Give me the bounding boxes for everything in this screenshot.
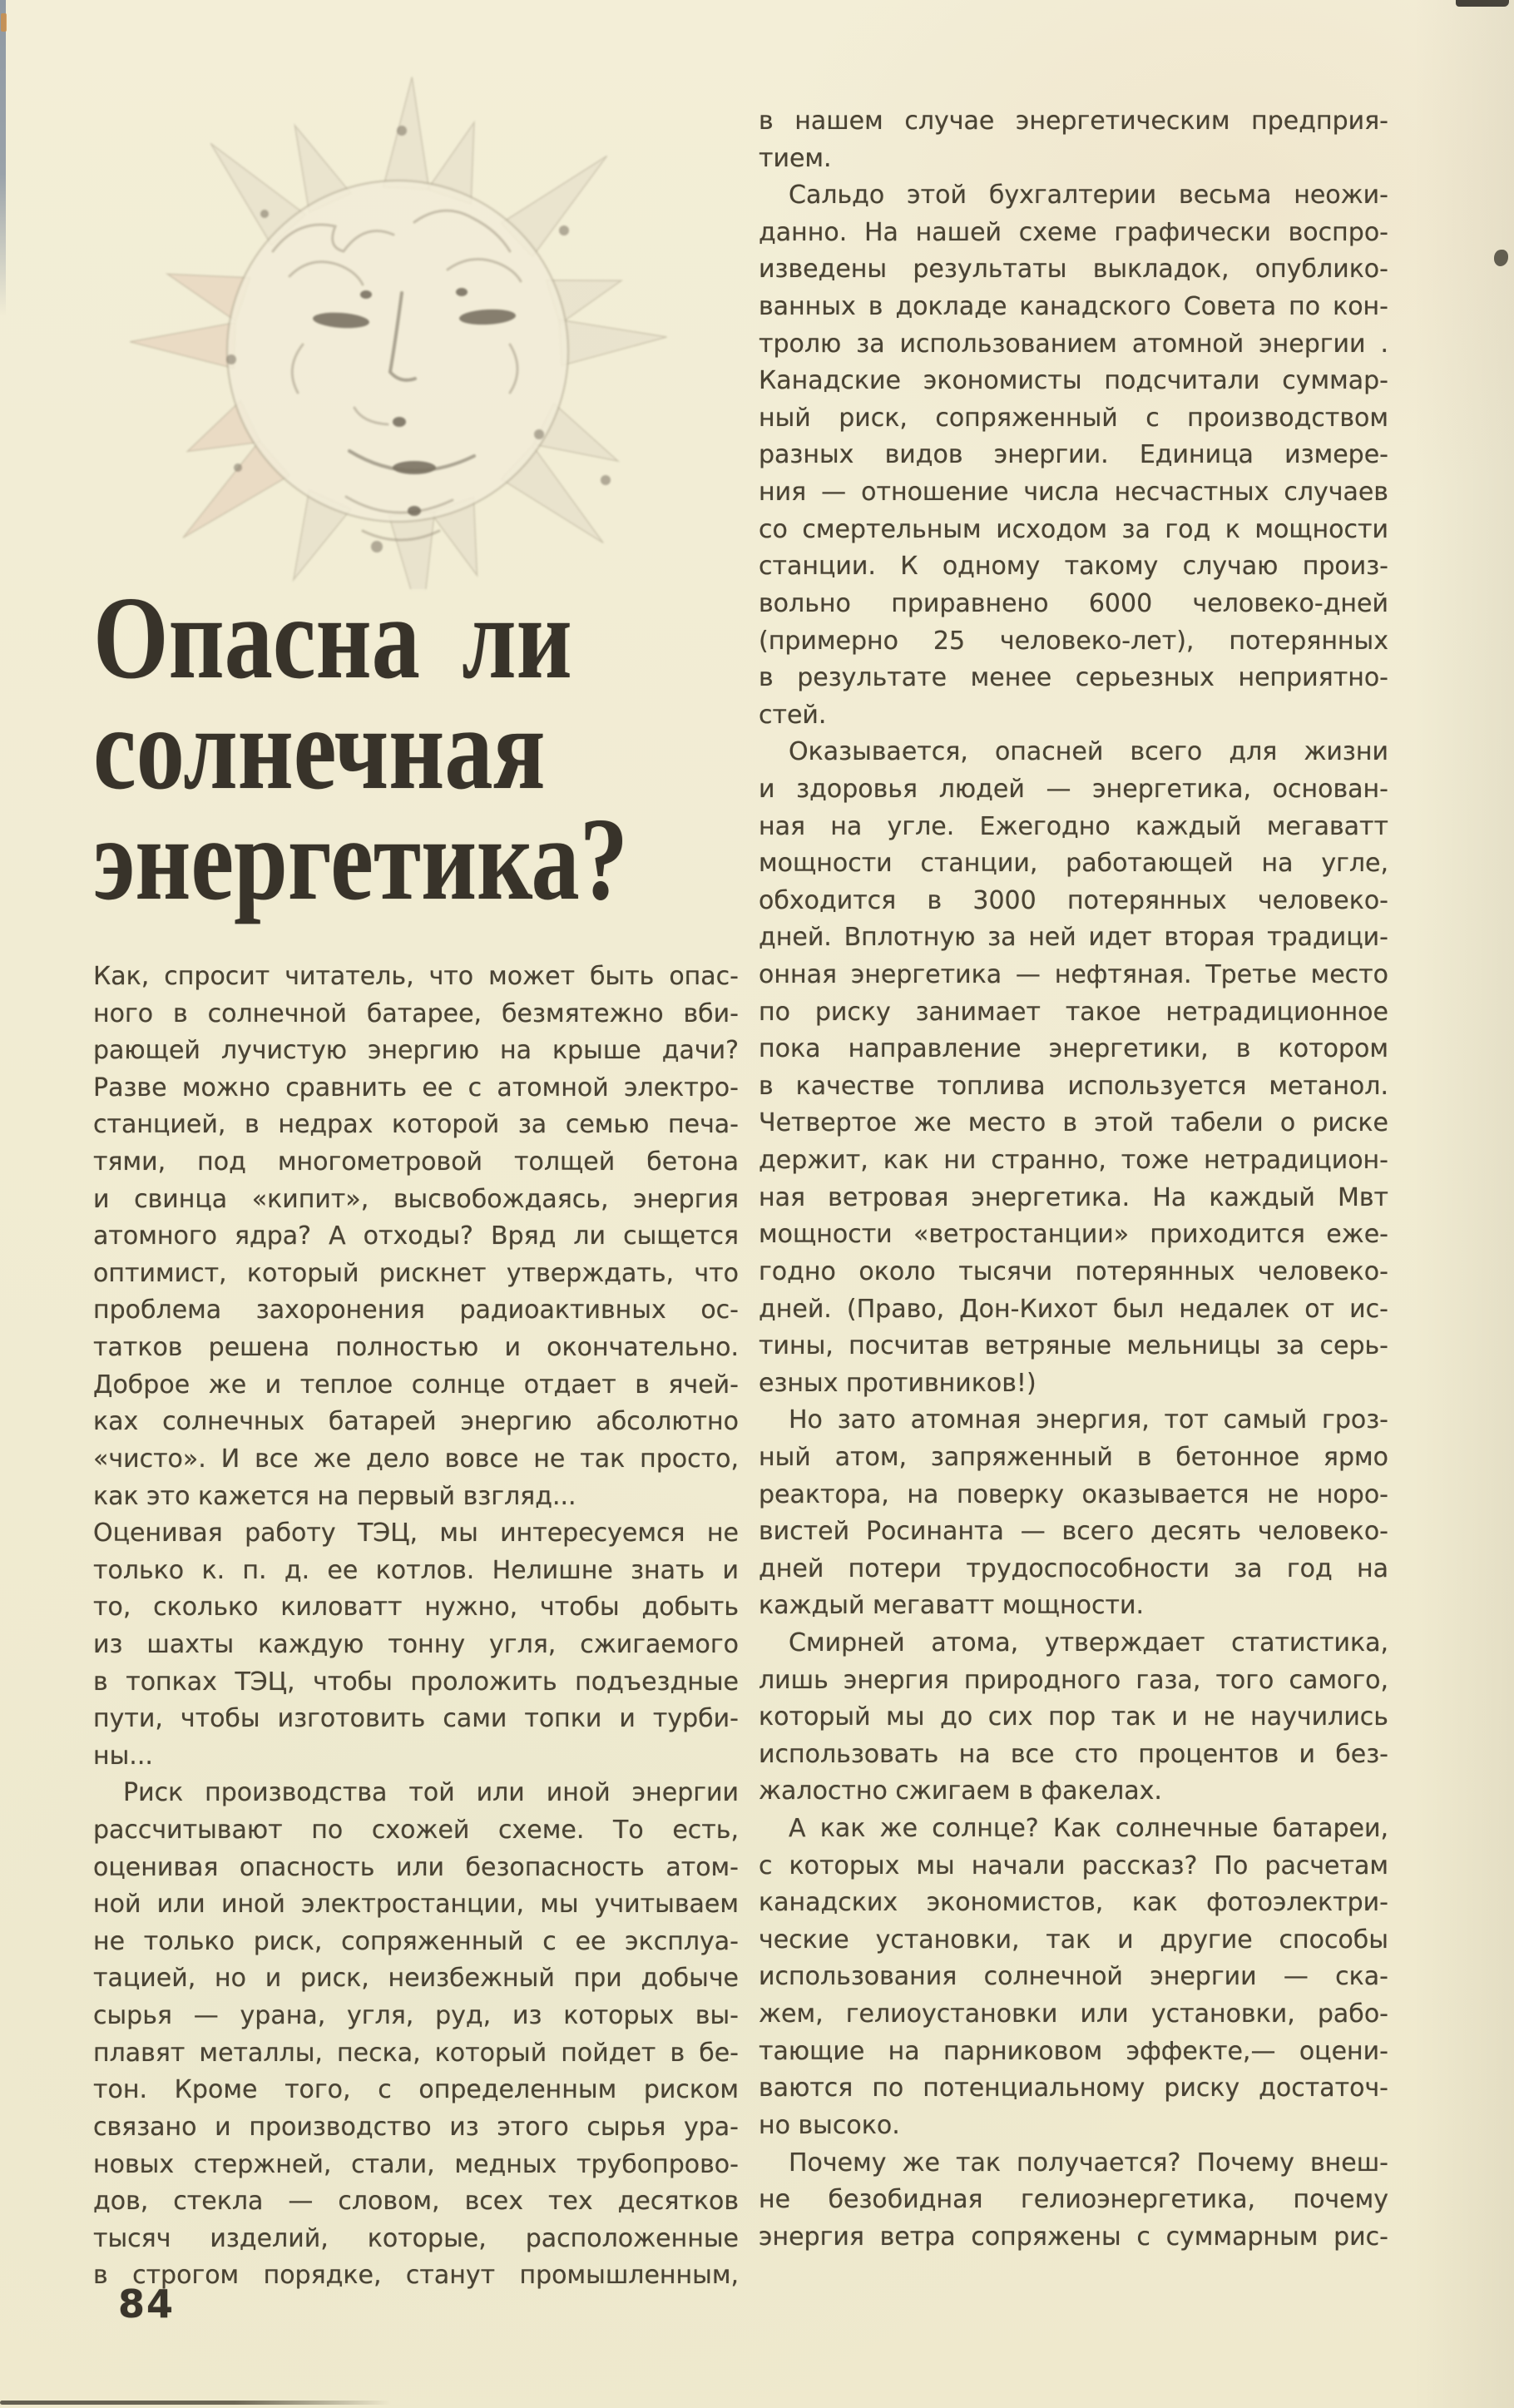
text-line: как это кажется на первый взгляд... bbox=[93, 1481, 576, 1511]
text-column-right bbox=[759, 107, 1388, 2259]
text-line: обходится в 3000 потерянных человеко- bbox=[759, 885, 1388, 915]
text-line: лишь энергия природного газа, того самого, bbox=[759, 1665, 1388, 1695]
sun-ray bbox=[130, 323, 235, 369]
text-line: тролю за использованием атомной энергии . bbox=[759, 329, 1388, 359]
text-line: мощности «ветростанции» приходится еже- bbox=[759, 1220, 1388, 1250]
text-line: пока направление энергетики, в котором bbox=[759, 1034, 1388, 1064]
text-line: онная энергетика — нефтяная. Третье место bbox=[759, 960, 1388, 990]
text-line: только к. п. д. ее котлов. Нелишне знать и bbox=[93, 1555, 739, 1585]
text-line: ного в солнечной батарее, безмятежно вби- bbox=[93, 998, 739, 1028]
text-line: изведены результаты выкладок, опублико- bbox=[759, 255, 1388, 285]
text-line: в нашем случае энергетическим предприя- bbox=[759, 107, 1388, 136]
text-line: каждый мегаватт мощности. bbox=[759, 1591, 1144, 1621]
text-line: ной или иной электростанции, мы учитываем bbox=[93, 1890, 739, 1920]
text-line: Доброе же и теплое солнце отдает в ячей- bbox=[93, 1370, 739, 1400]
text-line: оптимист, который рискнет утверждать, что bbox=[93, 1258, 739, 1288]
text-line: из шахты каждую тонну угля, сжигаемого bbox=[93, 1629, 739, 1659]
text-line: ный риск, сопряженный с производством bbox=[759, 403, 1388, 433]
text-line: тающие на парниковом эффекте,— оцени- bbox=[759, 2036, 1388, 2066]
text-line: использования солнечной энергии — ска- bbox=[759, 1962, 1388, 1992]
text-line: езных противников!) bbox=[759, 1368, 1037, 1398]
text-line: станцией, в недрах которой за семью печа- bbox=[93, 1110, 739, 1140]
text-line: Оценивая работу ТЭЦ, мы интересуемся не bbox=[93, 1519, 739, 1548]
text-line: ная ветровая энергетика. На каждый Мвт bbox=[759, 1182, 1388, 1212]
text-line: ны... bbox=[93, 1741, 153, 1771]
sun-illustration bbox=[23, 2, 714, 589]
text-line: со смертельным исходом за год к мощности bbox=[759, 514, 1388, 544]
text-line: Канадские экономисты подсчитали суммар- bbox=[759, 366, 1388, 396]
text-line: тацией, но и риск, неизбежный при добыче bbox=[93, 1964, 739, 1994]
sun-ray bbox=[383, 77, 429, 190]
text-line: и свинца «кипит», высвобождаясь, энергия bbox=[93, 1184, 739, 1214]
text-line: и здоровья людей — энергетика, основан- bbox=[759, 774, 1388, 804]
text-line: дов, стекла — словом, всех тех десятков bbox=[93, 2187, 739, 2217]
text-line: Разве можно сравнить ее с атомной электро- bbox=[93, 1073, 739, 1102]
page-number: 84 bbox=[118, 2282, 176, 2326]
text-line: данно. На нашей схеме графически воспро- bbox=[759, 217, 1388, 247]
scan-edge-strip bbox=[0, 0, 6, 316]
text-line: сырья — урана, угля, руд, из которых вы- bbox=[93, 2001, 739, 2031]
text-line: стей. bbox=[759, 700, 827, 730]
text-line: энергия ветра сопряжены с суммарным рис- bbox=[759, 2222, 1388, 2252]
text-line: плавят металлы, песка, который пойдет в бе- bbox=[93, 2038, 739, 2068]
text-line: держит, как ни странно, тоже нетрадицион- bbox=[759, 1146, 1388, 1176]
text-line: Но зато атомная энергия, тот самый гроз- bbox=[789, 1405, 1388, 1435]
text-line: ния — отношение числа несчастных случаев bbox=[759, 478, 1388, 508]
text-line: тями, под многометровой толщей бетона bbox=[93, 1147, 739, 1177]
sun-ray bbox=[559, 320, 666, 365]
text-line: ная на угле. Ежегодно каждый мегаватт bbox=[759, 811, 1388, 841]
text-line: вистей Росинанта — всего десять человеко- bbox=[759, 1517, 1388, 1547]
text-line: вольно приравнено 6000 человеко-дней bbox=[759, 588, 1388, 618]
text-line: ческие установки, так и другие способы bbox=[759, 1925, 1388, 1955]
text-line: использовать на все сто процентов и без- bbox=[759, 1739, 1388, 1769]
text-line: А как же солнце? Как солнечные батареи, bbox=[789, 1814, 1388, 1844]
text-line: Как, спросит читатель, что может быть опас- bbox=[93, 962, 739, 991]
text-line: Сальдо этой бухгалтерии весьма неожи- bbox=[789, 181, 1388, 211]
text-line: ваются по потенциальному риску достаточ- bbox=[759, 2074, 1388, 2103]
text-line: в качестве топлива используется метанол. bbox=[759, 1071, 1388, 1101]
text-line: Смирней атома, утверждает статистика, bbox=[789, 1628, 1388, 1657]
title-line-3: энергетика? bbox=[93, 793, 628, 924]
text-line: дней. (Право, Дон-Кихот был недалек от ис- bbox=[759, 1294, 1388, 1324]
text-line: не только риск, сопряженный с ее эксплуа- bbox=[93, 1926, 739, 1956]
text-line: ный атом, запряженный в бетонное ярмо bbox=[759, 1442, 1388, 1472]
text-line: Почему же так получается? Почему внеш- bbox=[789, 2148, 1388, 2178]
text-line: ванных в докладе канадского Совета по кон- bbox=[759, 292, 1388, 322]
text-line: рающей лучистую энергию на крыше дачи? bbox=[93, 1036, 739, 1066]
smiling-sun-icon bbox=[23, 2, 714, 589]
scan-bottom-streak bbox=[0, 2401, 391, 2405]
text-line: пути, чтобы изготовить сами топки и турби- bbox=[93, 1704, 739, 1734]
text-line: который мы до сих пор так и не научились bbox=[759, 1702, 1388, 1732]
text-line: Оказывается, опасней всего для жизни bbox=[789, 737, 1388, 767]
text-line: тием. bbox=[759, 143, 832, 173]
article-title bbox=[93, 572, 628, 924]
text-line: Риск производства той или иной энергии bbox=[123, 1778, 739, 1808]
text-line: связано и производство из этого сырья ура- bbox=[93, 2112, 739, 2142]
text-line: тины, посчитав ветряные мельницы за серь- bbox=[759, 1331, 1388, 1361]
text-line: атомного ядра? А отходы? Вряд ли сыщется bbox=[93, 1221, 739, 1251]
title-line-1: Опасна ли bbox=[93, 572, 572, 703]
text-line: мощности станции, работающей на угле, bbox=[759, 849, 1388, 879]
text-line: дней. Вплотную за ней идет вторая традици- bbox=[759, 923, 1388, 953]
text-line: жем, гелиоустановки или установки, рабо- bbox=[759, 1999, 1388, 2029]
text-column-left bbox=[93, 962, 739, 2298]
text-line: то, сколько киловатт нужно, чтобы добыть bbox=[93, 1593, 739, 1623]
text-line: татков решена полностью и окончательно. bbox=[93, 1333, 739, 1363]
text-line: годно около тысячи потерянных человеко- bbox=[759, 1256, 1388, 1286]
text-line: в топках ТЭЦ, чтобы проложить подъездные bbox=[93, 1667, 739, 1697]
text-line: в результате менее серьезных неприятно- bbox=[759, 663, 1388, 693]
title-line-2: солнечная bbox=[93, 682, 546, 814]
text-line: проблема захоронения радиоактивных ос- bbox=[93, 1296, 739, 1325]
text-line: ках солнечных батарей энергию абсолютно bbox=[93, 1407, 739, 1437]
text-line: жалостно сжигаем в факелах. bbox=[759, 1776, 1162, 1806]
text-line: дней потери трудоспособности за год на bbox=[759, 1553, 1388, 1583]
text-line: Четвертое же место в этой табели о риске bbox=[759, 1108, 1388, 1138]
text-line: не безобидная гелиоэнергетика, почему bbox=[759, 2185, 1388, 2215]
text-line: «чисто». И все же дело вовсе не так просто, bbox=[93, 1444, 739, 1474]
text-line: станции. К одному такому случаю произ- bbox=[759, 552, 1388, 582]
text-line: оценивая опасность или безопасность атом- bbox=[93, 1852, 739, 1882]
text-line: канадских экономистов, как фотоэлектри- bbox=[759, 1888, 1388, 1918]
text-line: тысяч изделий, которые, расположенные bbox=[93, 2223, 739, 2253]
text-line: разных видов энергии. Единица измере- bbox=[759, 440, 1388, 470]
text-line: с которых мы начали рассказ? По расчетам bbox=[759, 1851, 1388, 1880]
text-line: но высоко. bbox=[759, 2110, 900, 2140]
text-line: рассчитывают по схожей схеме. То есть, bbox=[93, 1816, 739, 1846]
text-line: реактора, на поверку оказывается не норо- bbox=[759, 1479, 1388, 1509]
text-line: по риску занимает такое нетрадиционное bbox=[759, 997, 1388, 1027]
page-right-shading bbox=[1414, 0, 1514, 2408]
text-line: в строгом порядке, станут промышленным, bbox=[93, 2261, 739, 2291]
text-line: новых стержней, стали, медных трубопрово- bbox=[93, 2149, 739, 2179]
text-line: тон. Кроме того, с определенным риском bbox=[93, 2075, 739, 2105]
scan-edge-orange-mark bbox=[1, 13, 7, 32]
text-line: (примерно 25 человеко-лет), потерянных bbox=[759, 626, 1388, 656]
